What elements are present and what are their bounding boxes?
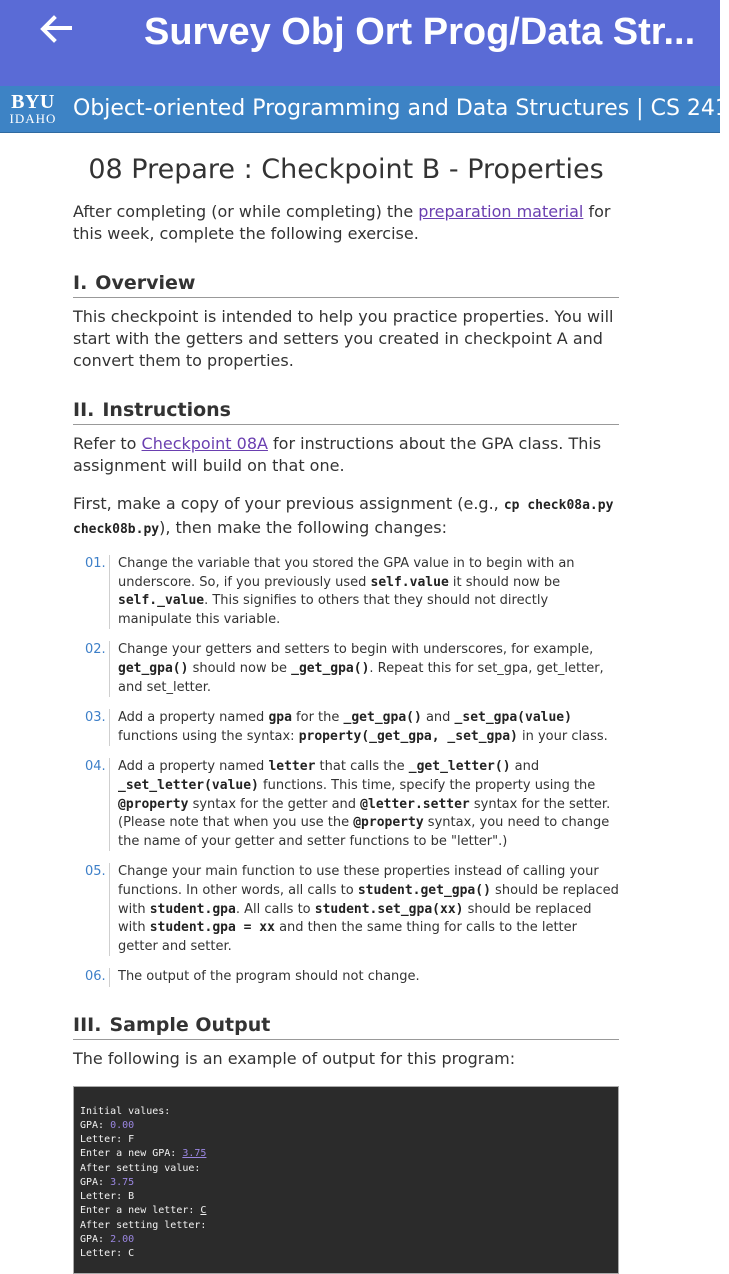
copy-command: cp check08a.py check08b.py (73, 498, 614, 537)
instruction-step (85, 968, 619, 987)
inline-code: @property (353, 815, 424, 831)
output-line: Letter: F (80, 1134, 135, 1146)
step-number: 06. (85, 969, 106, 985)
overview-heading: I. Overview (73, 271, 619, 298)
instruction-step (85, 641, 619, 697)
refer-paragraph: Refer to Checkpoint 08A for instructions about the GPA class. This assignment will build on that one. (73, 434, 602, 475)
inline-code: property(_get_gpa, _set_gpa) (298, 728, 518, 744)
intro-paragraph: After completing (or while completing) the preparation material for this week, complete the following exercise. (73, 202, 611, 243)
inline-code: letter (268, 759, 316, 775)
step-number: 05. (85, 864, 106, 880)
preparation-material-link[interactable]: preparation material (418, 202, 584, 221)
back-arrow-icon[interactable] (34, 8, 78, 52)
inline-code: self._value (118, 593, 205, 609)
course-title: Object-oriented Programming and Data Structures | CS 241 (73, 96, 729, 121)
byu-idaho-logo[interactable]: BYU IDAHO (9, 91, 57, 126)
instructions-heading: II. Instructions (73, 398, 619, 425)
step-number: 01. (85, 556, 106, 571)
step-text: Change your main function to use these properties instead of calling your functions. In other words, all calls to student.get_gpa() should be replaced with student.gpa. All calls to student.set_gpa(xx) should be replaced with student.gpa = xx and then the same thing for calls to the letter getter and setter. (109, 863, 619, 956)
app-bar (0, 0, 720, 86)
step-number: 02. (85, 642, 106, 658)
instruction-steps (85, 555, 619, 987)
inline-code: student.set_gpa(xx) (314, 901, 464, 917)
inline-code: student.gpa = xx (149, 920, 275, 936)
main-content (73, 133, 619, 1274)
sample-output-heading: III. Sample Output (73, 1013, 619, 1040)
output-line: GPA: 2.00 (80, 1233, 135, 1245)
output-line: GPA: 3.75 (80, 1176, 135, 1188)
output-line: Initial values: (80, 1105, 171, 1117)
instruction-step (85, 758, 619, 851)
inline-code: self.value (370, 574, 449, 590)
instruction-step (85, 709, 619, 746)
inline-code: _set_gpa(value) (454, 710, 572, 726)
page-title: 08 Prepare : Checkpoint B - Properties (88, 154, 604, 185)
output-line: After setting value: (80, 1162, 201, 1174)
inline-code: _get_gpa() (291, 660, 370, 676)
overview-text: This checkpoint is intended to help you practice properties. You will start with the getters and setters you created in checkpoint A and convert them to properties. (73, 307, 614, 370)
instruction-step (85, 555, 619, 629)
output-line: Letter: B (80, 1191, 135, 1203)
app-title: Survey Obj Ort Prog/Data Str... (144, 11, 696, 53)
inline-code: _get_gpa() (343, 710, 422, 726)
step-number: 04. (85, 759, 106, 775)
step-text: The output of the program should not change. (109, 968, 619, 987)
output-line: After setting letter: (80, 1219, 207, 1231)
output-line: Letter: C (80, 1247, 135, 1259)
inline-code: _get_letter() (408, 759, 511, 775)
step-text: Add a property named gpa for the _get_gpa() and _set_gpa(value) functions using the syntax: property(_get_gpa, _set_gpa) in your class. (109, 709, 619, 746)
copy-paragraph: First, make a copy of your previous assignment (e.g., cp check08a.py check08b.py), then make the following changes: (73, 494, 614, 537)
inline-code: @property (118, 796, 189, 812)
checkpoint-08a-link[interactable]: Checkpoint 08A (141, 434, 268, 453)
inline-code: student.gpa (149, 901, 236, 917)
step-text: Add a property named letter that calls the _get_letter() and _set_letter(value) functions. This time, specify the property using the @property syntax for the getter and @letter.setter syntax for the setter. (Please note that when you use the @property syntax, you need to change the name of your getter and setter functions to be "letter".) (109, 758, 619, 851)
inline-code: gpa (268, 710, 292, 726)
inline-code: @letter.setter (360, 796, 470, 812)
course-header (0, 86, 729, 133)
instruction-step (85, 863, 619, 956)
inline-code: student.get_gpa() (357, 882, 491, 898)
inline-code: _set_letter(value) (118, 777, 259, 793)
sample-output-code (73, 1086, 619, 1274)
inline-code: get_gpa() (118, 660, 189, 676)
output-line: GPA: 0.00 (80, 1120, 135, 1132)
step-text: Change your getters and setters to begin with underscores, for example, get_gpa() should now be _get_gpa(). Repeat this for set_gpa, get_letter, and set_letter. (109, 641, 619, 697)
step-text: Change the variable that you stored the GPA value in to begin with an underscore. So, if you previously used self.value it should now be self._value. This signifies to others that they should not directly manipulate this variable. (109, 555, 619, 629)
output-line: Enter a new letter: C (80, 1205, 207, 1217)
output-line: Enter a new GPA: 3.75 (80, 1148, 207, 1160)
sample-output-text: The following is an example of output for this program: (73, 1048, 516, 1068)
step-number: 03. (85, 710, 106, 726)
